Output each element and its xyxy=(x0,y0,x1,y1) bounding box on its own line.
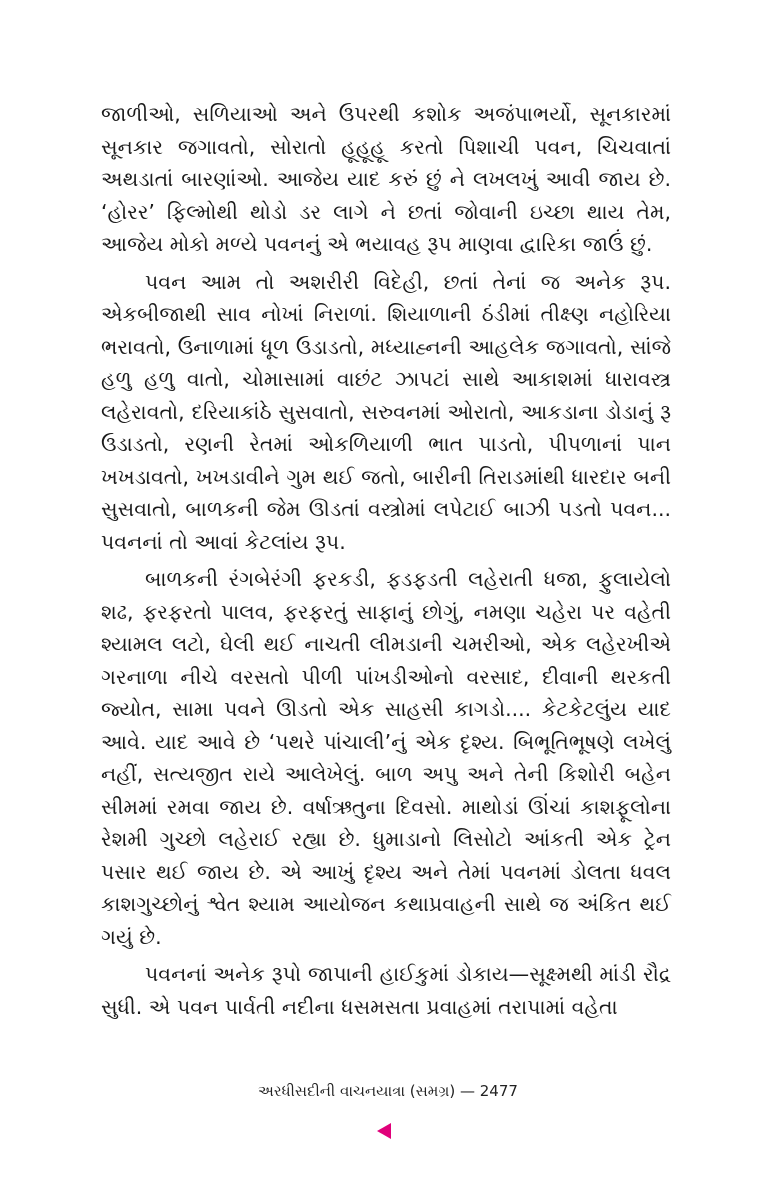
left-triangle-icon[interactable] xyxy=(377,1123,391,1139)
paragraph-1: જાળીઓ, સળિયાઓ અને ઉપરથી કશોક અજંપાભર્યો, સૂનકારમાં સૂનકાર જગાવતો, સોરાતો હૂહૂહૂ કરતો પિશાચી પવન, ચિચવાતાં અથડાતાં બારણાંઓ. આજેય યાદ કરું છું ને લખલખું આવી જાય છે. ‘હોરર’ ફિલ્મોથી થોડો ડર લાગે ને છતાં જોવાની ઇચ્છા થાય તેમ, આજેય મોકો મળ્યે પવનનું એ ભયાવહ રૂપ માણવા દ્વારિકા જાઉં છું. xyxy=(101,102,671,256)
page-footer xyxy=(0,1082,776,1100)
page-body xyxy=(101,98,671,1023)
book-title: અરધીસદીની વાચનયાત્રા (સમગ્ર) xyxy=(258,1082,456,1100)
paragraph-3: બાળકની રંગબેરંગી ફરકડી, ફડફડતી લહેરાતી ધજા, ફુલાયેલો શઢ, ફરફરતો પાલવ, ફરફરતું સાફાનું છોગું, નમણા ચહેરા પર વહેતી શ્યામલ લટો, ઘેલી થઈ નાચતી લીમડાની ચમરીઓ, એક લહેરખીએ ગરનાળા નીચે વરસતો પીળી પાંખડીઓનો વરસાદ, દીવાની થરકતી જ્યોત, સામા પવને ઊડતો એક સાહસી કાગડો.... કેટકેટલુંય યાદ આવે. યાદ આવે છે ‘પથરે પાંચાલી’નું એક દૃશ્ય. બિભૂતિભૂષણે લખેલું નહીં, સત્યજીત રાયે આલેખેલું. બાળ અપુ અને તેની કિશોરી બહેન સીમમાં રમવા જાય છે. વર્ષાઋતુના દિવસો. માથોડાં ઊંચાં કાશફૂલોના રેશમી ગુચ્છો લહેરાઈ રહ્યા છે. ધુમાડાનો લિસોટો આંકતી એક ટ્રેન પસાર થઈ જાય છે. એ આખું દૃશ્ય અને તેમાં પવનમાં ડોલતા ધવલ કાશગુચ્છોનું શ્વેત શ્યામ આયોજન કથાપ્રવાહની સાથે જ અંકિત થઈ ગયું છે. xyxy=(101,567,671,949)
page-number: 2477 xyxy=(479,1082,518,1100)
paragraph-2: પવન આમ તો અશરીરી વિદેહી, છતાં તેનાં જ અનેક રૂપ. એકબીજાથી સાવ નોખાં નિરાળાં. શિયાળાની ઠંડીમાં તીક્ષ્ણ નહોરિયા ભરાવતો, ઉનાળામાં ધૂળ ઉડાડતો, મધ્યાહ્નની આહલેક જગાવતો, સાંજે હળુ હળુ વાતો, ચોમાસામાં વાછંટ ઝાપટાં સાથે આકાશમાં ધારાવસ્ત્ર લહેરાવતો, દરિયાકાંઠે સુસવાતો, સરુવનમાં ઓરાતો, આકડાના ડોડાનું રૂ ઉડાડતો, રણની રેતમાં ઓકળિયાળી ભાત પાડતો, પીપળાનાં પાન ખખડાવતો, ખખડાવીને ગુમ થઈ જતો, બારીની તિરાડમાંથી ધારદાર બની સુસવાતો, બાળકની જેમ ઊડતાં વસ્ત્રોમાં લપેટાઈ બાઝી પડતો પવન... પવનનાં તો આવાં કેટલાંય રૂપ. xyxy=(101,269,671,554)
footer-separator: — xyxy=(459,1082,475,1100)
paragraph-4: પવનનાં અનેક રૂપો જાપાની હાઈકુમાં ડોકાય—સૂક્ષ્મથી માંડી રૌદ્ર સુધી. એ પવન પાર્વતી નદીના ધસમસતા પ્રવાહમાં તરાપામાં વહેતા xyxy=(101,962,671,1019)
